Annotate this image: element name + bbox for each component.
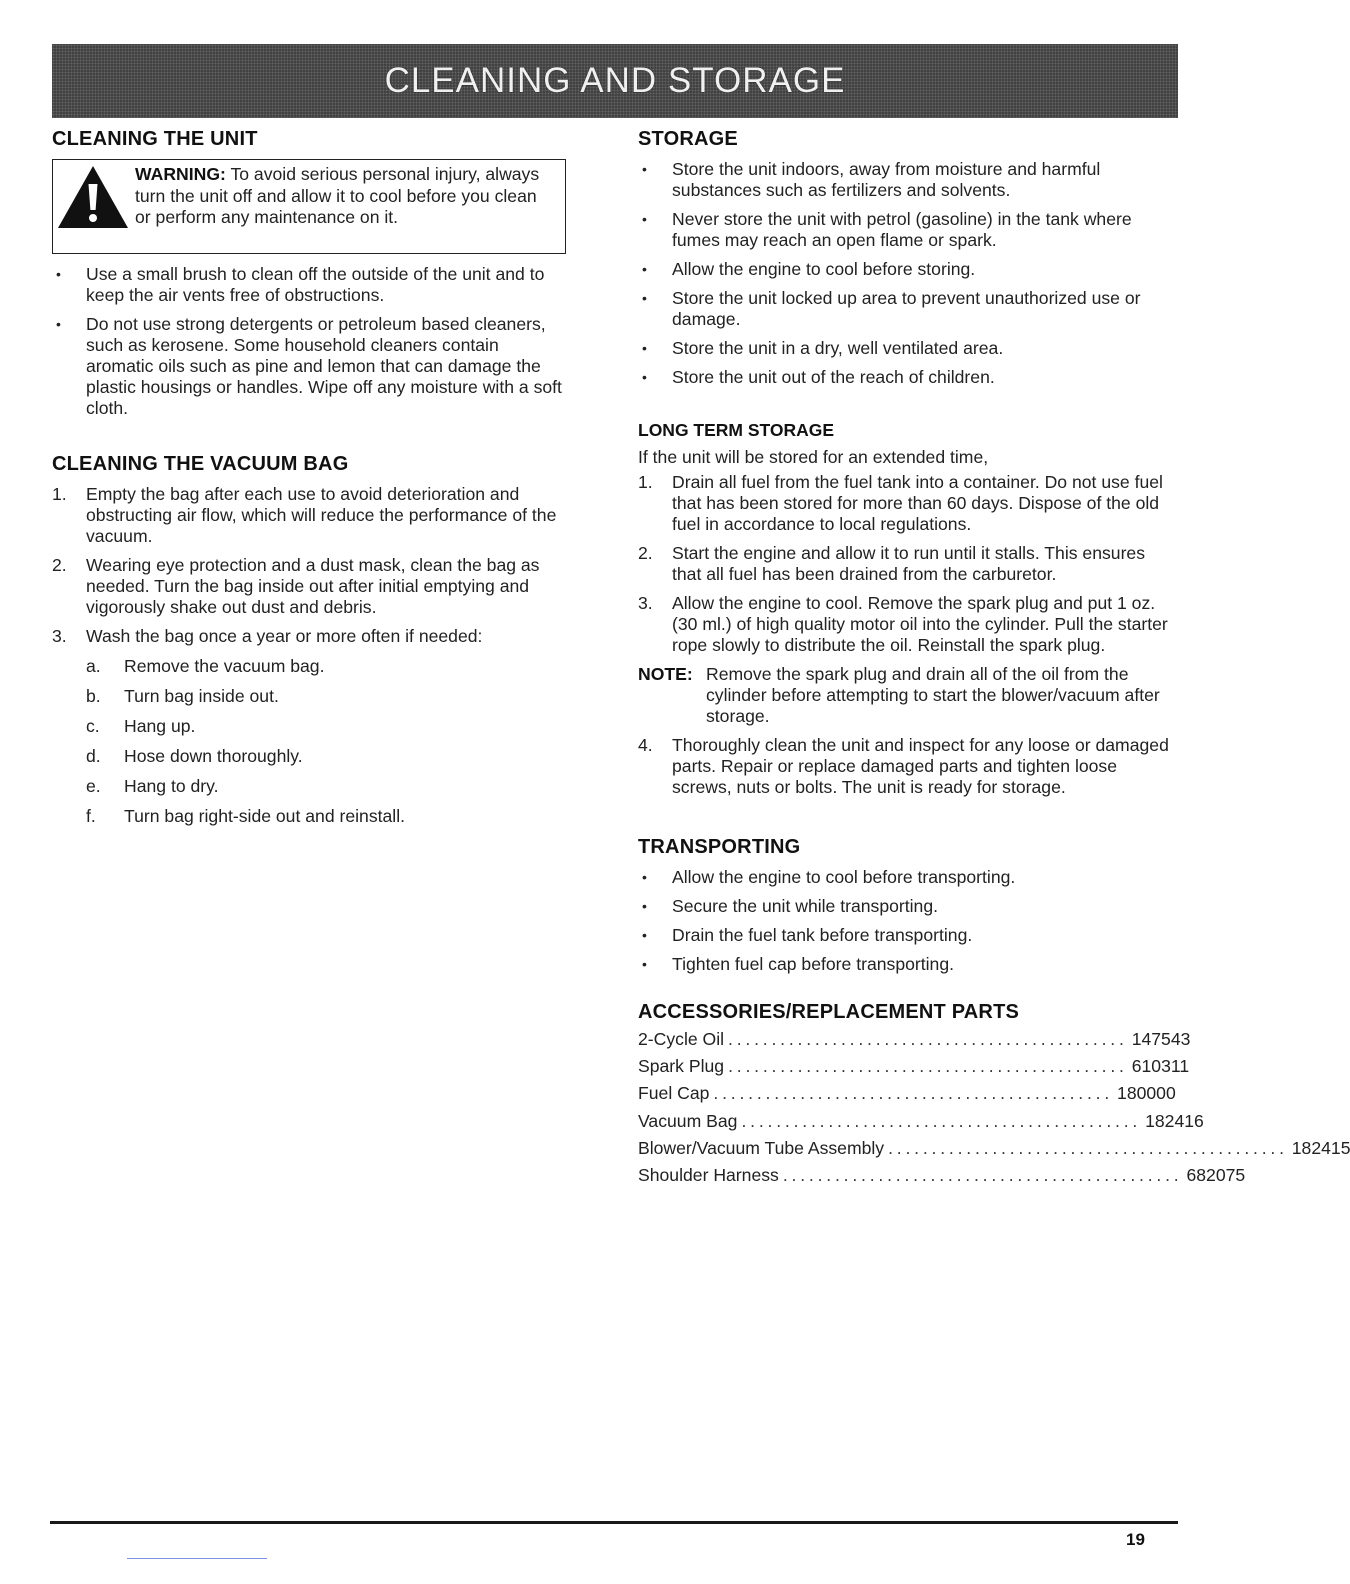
warning-triangle-icon [57,164,129,230]
step-text: Drain all fuel from the fuel tank into a container. Do not use fuel that has been stored for more than 60 days. Dispose of the old fuel in accordance to local regulations. [672,472,1163,534]
warning-box [52,159,566,254]
substep-text: Turn bag right-side out and reinstall. [124,806,406,826]
step-number: 2. [638,543,653,563]
step-text: Wash the bag once a year or more often if needed: [86,626,483,646]
list-item: • Drain the fuel tank before transporting. [638,925,1174,946]
part-number: 182415 [1291,1137,1350,1158]
long-term-storage-heading: LONG TERM STORAGE [638,420,835,440]
list-item [52,626,570,827]
substep-item [86,746,570,767]
part-name: 2-Cycle Oil [638,1029,725,1049]
step-number: 1. [52,484,67,504]
substep-item [86,686,570,707]
list-item: • Do not use strong detergents or petroleum based cleaners, such as kerosene. Some household cleaners contain aromatic oils such as pine and lemon that can damage the plastic housings or handles. Wipe off any moisture with a soft cloth. [52,314,570,419]
transporting-heading: TRANSPORTING [638,836,801,858]
right-column [638,128,1350,1189]
substep-letter: d. [86,746,101,766]
dot-leader: .............................................. [728,1029,1128,1049]
warning-body: To avoid serious personal injury, always turn the unit off and allow it to cool before you clean or perform any maintenance on it. [135,164,540,227]
substep-item [86,656,570,677]
part-name: Shoulder Harness [638,1165,779,1186]
substep-text: Hang up. [124,716,196,736]
list-item [52,555,570,618]
list-item [638,472,1174,535]
list-item: • Use a small brush to clean off the outside of the unit and to keep the air vents free of obstructions. [52,264,570,306]
step-text: Start the engine and allow it to run until it stalls. This ensures that all fuel has been drained from the carburetor. [672,543,1146,584]
step-text: Wearing eye protection and a dust mask, clean the bag as needed. Turn the bag inside out after initial emptying and vigorously shake out dust and debris. [86,555,540,617]
substep-item [86,716,570,737]
list-item: • Store the unit out of the reach of children. [638,367,1174,388]
step-number: 3. [638,593,653,613]
substep-text: Turn bag inside out. [124,686,279,706]
storage-note [638,664,1174,727]
parts-row [638,1026,1191,1053]
substep-text: Hang to dry. [124,776,219,796]
dot-leader: .............................................. [782,1165,1183,1186]
cleaning-unit-list [52,264,570,419]
dot-leader: .............................................. [713,1083,1114,1104]
transporting-list [638,867,1174,975]
cleaning-unit-heading: CLEANING THE UNIT [52,128,258,150]
substep-letter: a. [86,656,101,676]
substep-text: Remove the vacuum bag. [124,656,325,676]
long-term-intro: If the unit will be stored for an extended time, [638,447,989,467]
note-label: NOTE: [638,664,693,684]
part-name: Spark Plug [638,1056,725,1077]
parts-heading: ACCESSORIES/REPLACEMENT PARTS [638,1001,1020,1023]
list-item [52,484,570,547]
parts-row [638,1080,1176,1107]
long-term-steps [638,472,1174,656]
dot-leader: .............................................. [728,1056,1128,1077]
list-item: • Never store the unit with petrol (gasoline) in the tank where fumes may reach an open flame or spark. [638,209,1174,251]
note-text: Remove the spark plug and drain all of the oil from the cylinder before attempting to start the blower/vacuum after storage. [706,664,1160,726]
substep-letter: e. [86,776,101,796]
list-item [638,593,1174,656]
step-text: Allow the engine to cool. Remove the spark plug and put 1 oz. (30 ml.) of high quality motor oil into the cylinder. Pull the starter rope slowly to distribute the oil. Reinstall the spark plug. [672,593,1168,655]
substep-letter: b. [86,686,101,706]
step-number: 2. [52,555,67,575]
section-banner [52,44,1178,118]
list-item: • Allow the engine to cool before transporting. [638,867,1174,888]
list-item: • Store the unit indoors, away from moisture and harmful substances such as fertilizers and solvents. [638,159,1174,201]
step-number: 3. [52,626,67,646]
step-text: Empty the bag after each use to avoid deterioration and obstructing air flow, which will reduce the performance of the vacuum. [86,484,557,546]
list-item: • Store the unit in a dry, well ventilated area. [638,338,1174,359]
storage-list [638,159,1174,388]
vacuum-bag-steps [52,484,570,827]
part-number: 610311 [1131,1056,1190,1077]
parts-list [638,1026,1350,1189]
vacuum-bag-heading: CLEANING THE VACUUM BAG [52,453,349,475]
substep-item [86,806,570,827]
dot-leader: .............................................. [888,1137,1288,1158]
substep-letter: f. [86,806,96,826]
list-item: • Store the unit locked up area to prevent unauthorized use or damage. [638,288,1174,330]
page-title: CLEANING AND STORAGE [384,61,846,100]
warning-message [135,164,555,229]
list-item [638,543,1174,585]
step-text: Thoroughly clean the unit and inspect for any loose or damaged parts. Repair or replace damaged parts and tighten loose screws, nuts or bolts. The unit is ready for storage. [672,735,1169,797]
list-item: • Tighten fuel cap before transporting. [638,954,1174,975]
parts-row [638,1108,1204,1135]
list-item: • Allow the engine to cool before storing. [638,259,1174,280]
part-name: Fuel Cap [638,1083,710,1104]
part-name: Blower/Vacuum Tube Assembly [638,1137,885,1158]
long-term-steps-continued [638,735,1174,798]
part-number: 182416 [1145,1110,1204,1131]
dot-leader: .............................................. [741,1110,1142,1131]
parts-row [638,1053,1190,1080]
part-number: 147543 [1131,1029,1191,1049]
step-number: 1. [638,472,653,492]
list-item: • Secure the unit while transporting. [638,896,1174,917]
parts-row [638,1162,1246,1189]
substep-text: Hose down thoroughly. [124,746,303,766]
left-column [52,128,570,836]
part-name: Vacuum Bag [638,1110,738,1131]
part-number: 180000 [1117,1083,1176,1104]
part-number: 682075 [1186,1165,1246,1186]
parts-row [638,1135,1350,1162]
step-number: 4. [638,735,653,755]
footer-rule [50,1521,1178,1524]
substep-letter: c. [86,716,100,736]
wash-substeps [86,656,570,827]
warning-label: WARNING: [135,164,226,184]
substep-item [86,776,570,797]
page-number: 19 [1126,1530,1145,1549]
storage-heading: STORAGE [638,128,738,150]
footer-link-underline [127,1558,267,1559]
list-item [638,735,1174,798]
